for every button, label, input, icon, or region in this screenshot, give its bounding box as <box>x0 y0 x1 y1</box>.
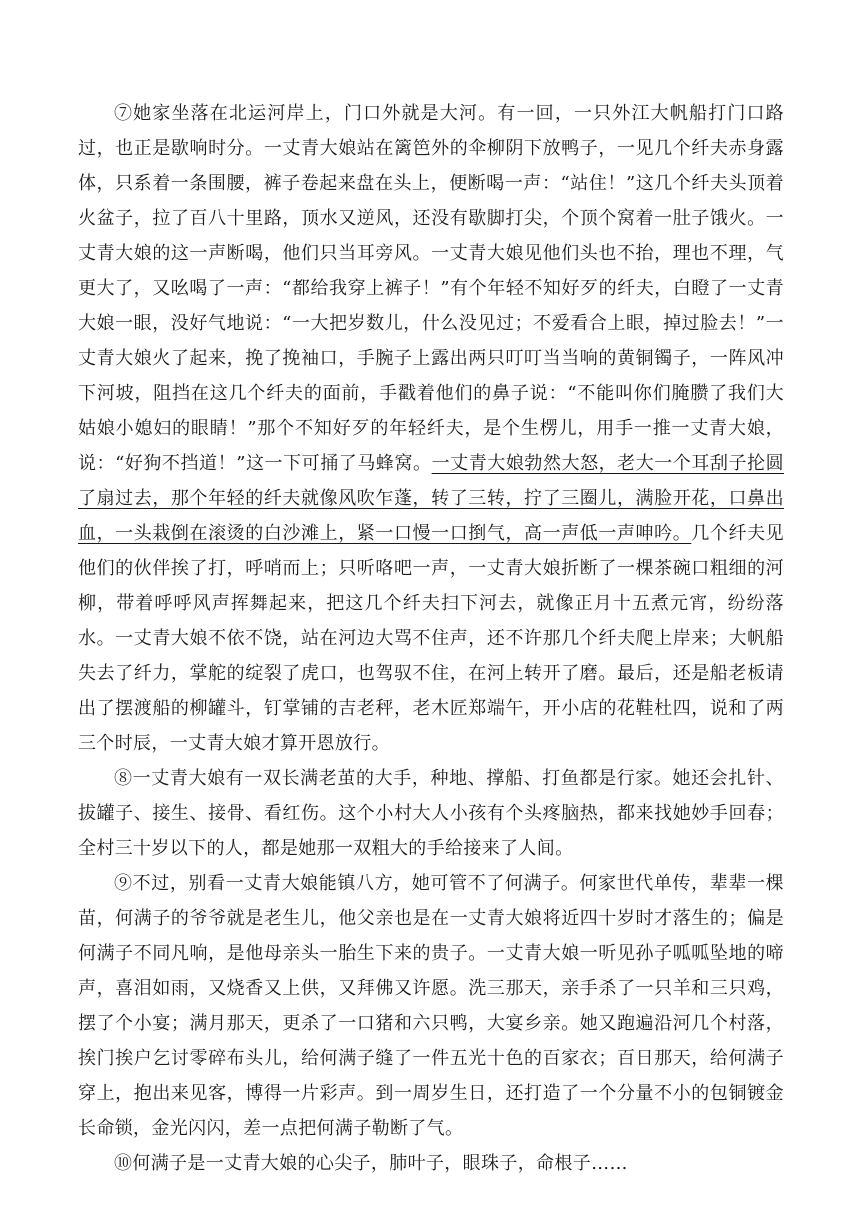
paragraph-7-text-part-2: 几个纤夫见他们的伙伴挨了打，呼哨而上；只听咯吧一声，一丈青大娘折断了一棵茶碗口粗细的河柳，带着呼呼风声挥舞起来，把这几个纤夫扫下河去，就像正月十五煮元宵，纷纷落水。一丈青大娘不依不饶，站在河边大骂不住声，还不许那几个纤夫爬上岸来；大帆船失去了纤力，掌舵的绽裂了虎口，也驾驭不住，在河上转开了磨。最后，还是船老板请出了摆渡船的柳罐斗，钉掌铺的吉老秤，老木匠郑端午，开小店的花鞋杜四，说和了两三个时辰，一丈青大娘才算开恩放行。 <box>78 523 785 754</box>
paragraph-10 <box>78 1146 784 1181</box>
paragraph-7 <box>78 96 784 761</box>
paragraph-7-text-part-1: ⑦她家坐落在北运河岸上，门口外就是大河。有一回，一只外江大帆船打门口路过，也正是歇响时分。一丈青大娘站在篱笆外的伞柳阴下放鸭子，一见几个纤夫赤身露体，只系着一条围腰，裤子卷起来盘在头上，便断喝一声：“站住！”这几个纤夫头顶着火盆子，拉了百八十里路，顶水又逆风，还没有歇脚打尖，个顶个窝着一肚子饿火。一丈青大娘的这一声断喝，他们只当耳旁风。一丈青大娘见他们头也不抬，理也不理，气更大了，又吆喝了一声：“都给我穿上裤子！”有个年轻不知好歹的纤夫，白瞪了一丈青大娘一眼，没好气地说：“一大把岁数儿，什么没见过；不爱看合上眼，掉过脸去！”一丈青大娘火了起来，挽了挽袖口，手腕子上露出两只叮叮当当响的黄铜镯子，一阵风冲下河坡，阻挡在这几个纤夫的面前，手戳着他们的鼻子说：“不能叫你们腌臜了我们大姑娘小媳妇的眼睛！”那个不知好歹的年轻纤夫，是个生楞儿，用手一推一丈青大娘，说：“好狗不挡道！”这一下可捅了马蜂窝。 <box>78 103 784 474</box>
paragraph-9-text: ⑨不过，别看一丈青大娘能镇八方，她可管不了何满子。何家世代单传，辈辈一棵苗，何满子的爷爷就是老生儿，他父亲也是在一丈青大娘将近四十岁时才落生的；偏是何满子不同凡响，是他母亲头一胎生下来的贵子。一丈青大娘一听见孙子呱呱坠地的啼声，喜泪如雨，又烧香又上供，又拜佛又许愿。洗三那天，亲手杀了一只羊和三只鸡，摆了个小宴；满月那天，更杀了一口猪和六只鸭，大宴乡亲。她又跑遍沿河几个村落，挨门挨户乞讨零碎布头儿，给何满子缝了一件五光十色的百家衣；百日那天，给何满子穿上，抱出来见客，博得一片彩声。到一周岁生日，还打造了一个分量不小的包铜镀金长命锁，金光闪闪，差一点把何满子勒断了气。 <box>78 873 784 1139</box>
paragraph-10-text: ⑩何满子是一丈青大娘的心尖子，肺叶子，眼珠子，命根子…… <box>114 1153 628 1174</box>
paragraph-8-text: ⑧一丈青大娘有一双长满老茧的大手，种地、撑船、打鱼都是行家。她还会扎针、拔罐子、接生、接骨、看红伤。这个小村大人小孩有个头疼脑热，都来找她妙手回春；全村三十岁以下的人，都是她那一双粗大的手给接来了人间。 <box>78 768 784 859</box>
document-page <box>78 96 784 1181</box>
paragraph-8 <box>78 761 784 866</box>
paragraph-7-underlined-passage: 一丈青大娘勃然大怒，老大一个耳刮子抡圆了扇过去，那个年轻的纤夫就像风吹乍蓬，转了三转，拧了三圈儿，满脸开花，口鼻出血，一头栽倒在滚烫的白沙滩上，紧一口慢一口捯气，高一声低一声呻吟。 <box>78 453 785 544</box>
paragraph-9 <box>78 866 784 1146</box>
